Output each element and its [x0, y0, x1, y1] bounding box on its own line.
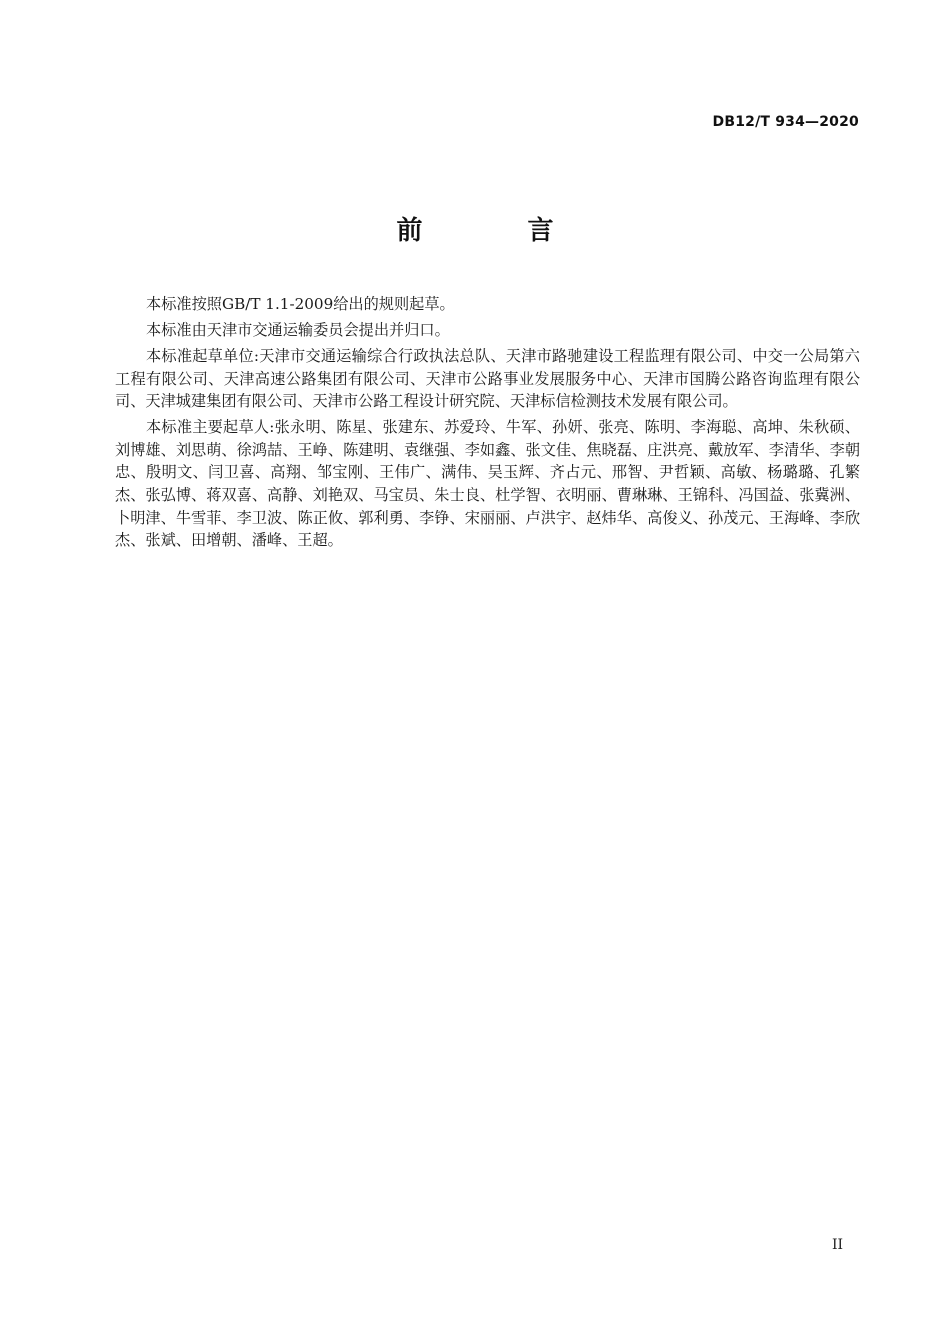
foreword-body: [115, 293, 860, 555]
paragraph-drafters: 本标准主要起草人:张永明、陈星、张建东、苏爱玲、牛军、孙妍、张亮、陈明、李海聪、高坤、朱秋硕、刘博雄、刘思萌、徐鸿喆、王峥、陈建明、袁继强、李如鑫、张文佳、焦晓磊、庄洪亮、戴放军、李清华、李朝忠、殷明文、闫卫喜、高翔、邹宝刚、王伟广、满伟、吴玉辉、齐占元、邢智、尹哲颖、高敏、杨璐璐、孔繁杰、张弘博、蒋双喜、高静、刘艳双、马宝员、朱士良、杜学智、衣明丽、曹琳琳、王锦科、冯国益、张冀洲、卜明津、牛雪菲、李卫波、陈正攸、郭利勇、李铮、宋丽丽、卢洪宇、赵炜华、高俊义、孙茂元、王海峰、李欣杰、张斌、田增朝、潘峰、王超。: [115, 418, 860, 550]
paragraph-drafting-rules: 本标准按照GB/T 1.1-2009给出的规则起草。: [146, 295, 455, 313]
standard-code: DB12/T 934—2020: [712, 114, 859, 130]
page-title: 前 言: [396, 216, 602, 246]
paragraph-drafting-units: 本标准起草单位:天津市交通运输综合行政执法总队、天津市路驰建设工程监理有限公司、中交一公局第六工程有限公司、天津高速公路集团有限公司、天津市公路事业发展服务中心、天津市国腾公路咨询监理有限公司、天津城建集团有限公司、天津市公路工程设计研究院、天津标信检测技术发展有限公司。: [115, 346, 860, 411]
page-number: II: [831, 1237, 843, 1253]
paragraph-proposer: 本标准由天津市交通运输委员会提出并归口。: [146, 320, 450, 339]
